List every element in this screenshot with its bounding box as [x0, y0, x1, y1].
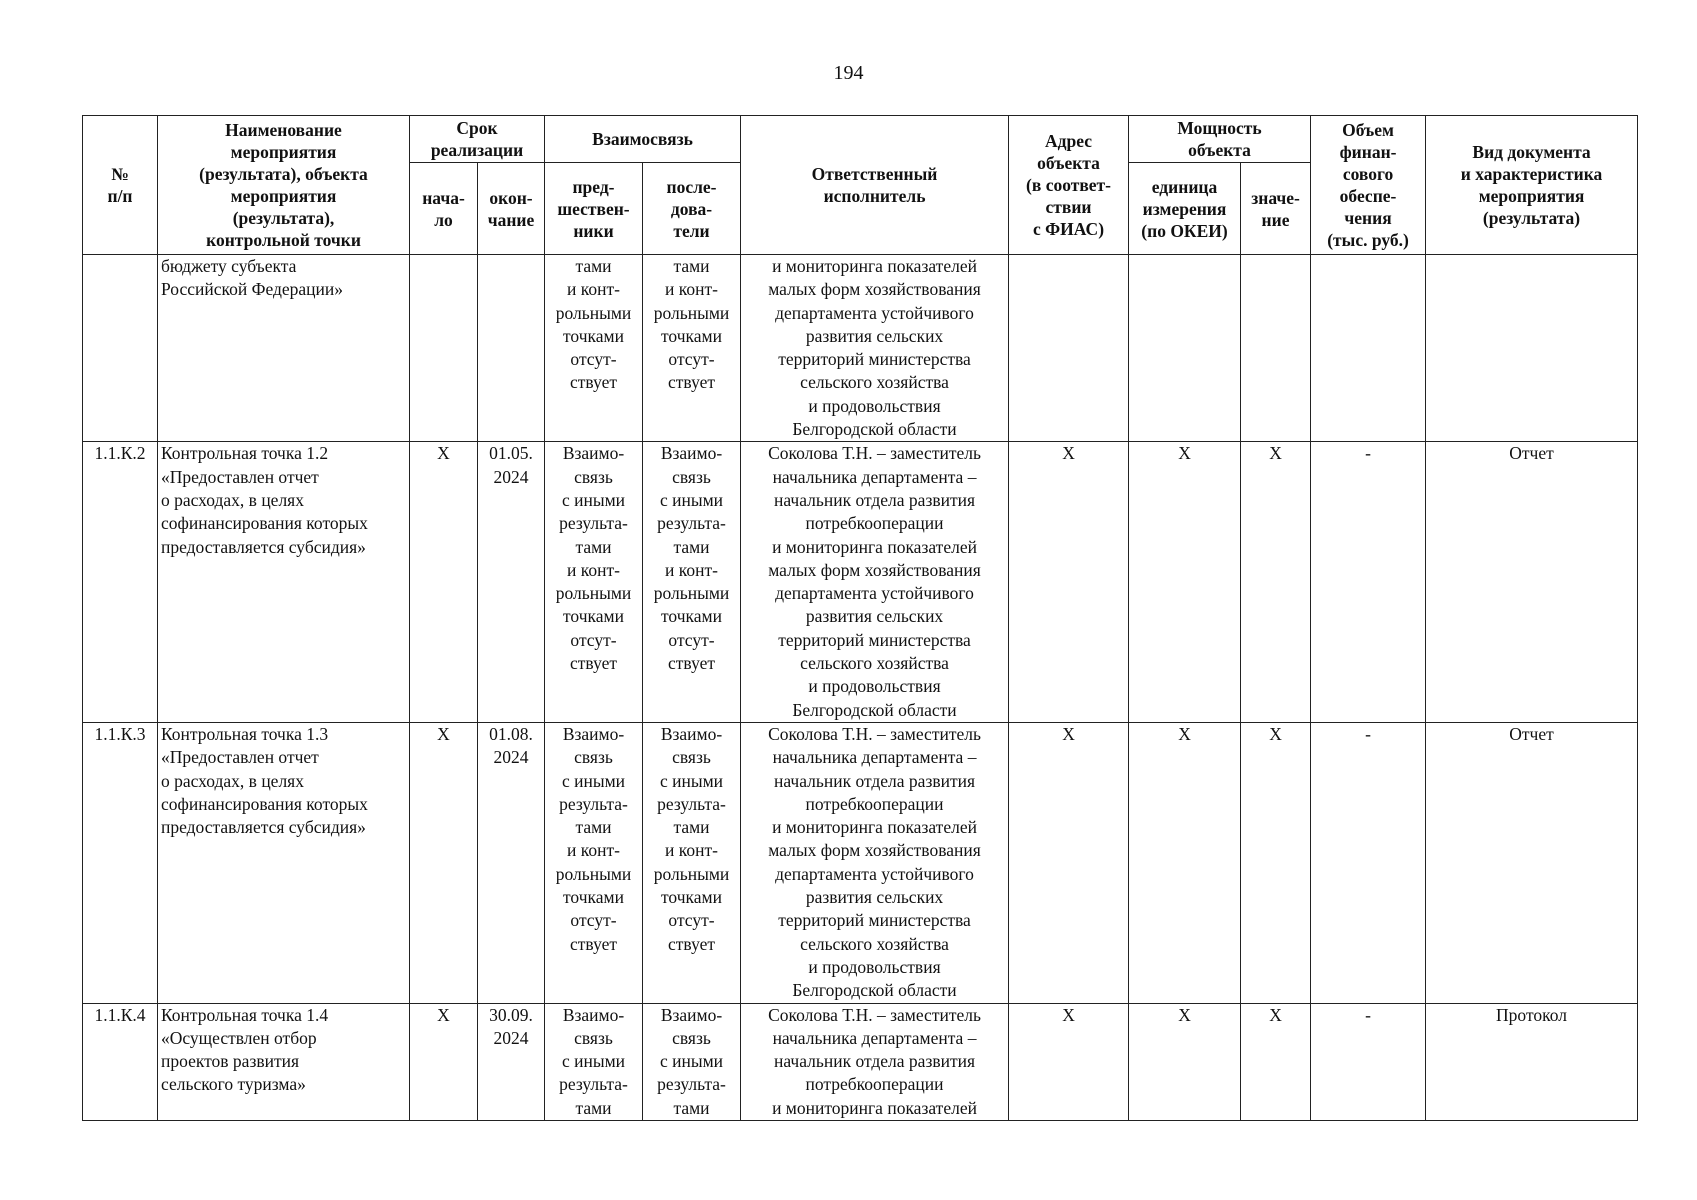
- cell-executor: Соколова Т.Н. – заместитель начальника департамента – начальник отдела развития потребкооперации и мониторинга показателей малых форм хозяйствования департамента устойчивого развития сельских территорий министерства сельского хозяйства и продовольствия Белгородской области: [741, 722, 1009, 1003]
- cell-unit: X: [1129, 722, 1241, 1003]
- cell-executor: Соколова Т.Н. – заместитель начальника департамента – начальник отдела развития потребкооперации и мониторинга показателей: [741, 1003, 1009, 1120]
- cell-funding: -: [1311, 722, 1426, 1003]
- cell-unit: [1129, 255, 1241, 442]
- cell-name: бюджету субъекта Российской Федерации»: [158, 255, 410, 442]
- cell-num: 1.1.К.2: [83, 442, 158, 723]
- cell-name: Контрольная точка 1.3 «Предоставлен отчет о расходах, в целях софинансирования которых предоставляется субсидия»: [158, 722, 410, 1003]
- header-num: № п/п: [83, 116, 158, 255]
- cell-value: X: [1241, 722, 1311, 1003]
- cell-executor: и мониторинга показателей малых форм хозяйствования департамента устойчивого развития сельских территорий министерства сельского хозяйства и продовольствия Белгородской области: [741, 255, 1009, 442]
- header-term: Срок реализации: [410, 116, 545, 163]
- cell-value: X: [1241, 1003, 1311, 1120]
- cell-funding: [1311, 255, 1426, 442]
- cell-end: 30.09. 2024: [478, 1003, 545, 1120]
- cell-pred: Взаимо- связь с иными результа- тами и конт- рольными точками отсут- ствует: [545, 722, 643, 1003]
- header-capacity-unit: единица измерения (по ОКЕИ): [1129, 163, 1241, 255]
- cell-funding: -: [1311, 1003, 1426, 1120]
- cell-end: 01.05. 2024: [478, 442, 545, 723]
- header-doc-type: Вид документа и характеристика мероприятия (результата): [1426, 116, 1638, 255]
- cell-next: Взаимо- связь с иными результа- тами: [643, 1003, 741, 1120]
- cell-num: 1.1.К.3: [83, 722, 158, 1003]
- cell-name: Контрольная точка 1.2 «Предоставлен отчет о расходах, в целях софинансирования которых предоставляется субсидия»: [158, 442, 410, 723]
- cell-start: X: [410, 1003, 478, 1120]
- cell-doc: [1426, 255, 1638, 442]
- header-capacity-value: значе- ние: [1241, 163, 1311, 255]
- header-link-pred: пред- шествен- ники: [545, 163, 643, 255]
- table-row: [83, 442, 1638, 723]
- cell-start: [410, 255, 478, 442]
- header-term-start: нача- ло: [410, 163, 478, 255]
- header-capacity: Мощность объекта: [1129, 116, 1311, 163]
- cell-start: X: [410, 722, 478, 1003]
- header-name: Наименование мероприятия (результата), объекта мероприятия (результата), контрольной точки: [158, 116, 410, 255]
- header-funding: Объем финан- сового обеспе- чения (тыс. руб.): [1311, 116, 1426, 255]
- cell-address: X: [1009, 442, 1129, 723]
- cell-next: Взаимо- связь с иными результа- тами и конт- рольными точками отсут- ствует: [643, 722, 741, 1003]
- cell-address: X: [1009, 1003, 1129, 1120]
- cell-funding: -: [1311, 442, 1426, 723]
- cell-end: [478, 255, 545, 442]
- cell-pred: Взаимо- связь с иными результа- тами и конт- рольными точками отсут- ствует: [545, 442, 643, 723]
- table-row: [83, 1003, 1638, 1120]
- cell-unit: X: [1129, 442, 1241, 723]
- plan-table: [82, 115, 1638, 1121]
- cell-next: Взаимо- связь с иными результа- тами и конт- рольными точками отсут- ствует: [643, 442, 741, 723]
- cell-next: тами и конт- рольными точками отсут- ствует: [643, 255, 741, 442]
- header-row-1: [83, 116, 1638, 163]
- cell-unit: X: [1129, 1003, 1241, 1120]
- page-number: 194: [833, 62, 864, 84]
- cell-start: X: [410, 442, 478, 723]
- cell-end: 01.08. 2024: [478, 722, 545, 1003]
- header-link: Взаимосвязь: [545, 116, 741, 163]
- cell-executor: Соколова Т.Н. – заместитель начальника департамента – начальник отдела развития потребкооперации и мониторинга показателей малых форм хозяйствования департамента устойчивого развития сельских территорий министерства сельского хозяйства и продовольствия Белгородской области: [741, 442, 1009, 723]
- header-link-next: после- дова- тели: [643, 163, 741, 255]
- cell-value: X: [1241, 442, 1311, 723]
- header-term-end: окон- чание: [478, 163, 545, 255]
- table-row: [83, 255, 1638, 442]
- cell-value: [1241, 255, 1311, 442]
- cell-address: [1009, 255, 1129, 442]
- cell-pred: Взаимо- связь с иными результа- тами: [545, 1003, 643, 1120]
- cell-address: X: [1009, 722, 1129, 1003]
- cell-doc: Отчет: [1426, 442, 1638, 723]
- cell-num: [83, 255, 158, 442]
- cell-doc: Отчет: [1426, 722, 1638, 1003]
- cell-doc: Протокол: [1426, 1003, 1638, 1120]
- table-row: [83, 722, 1638, 1003]
- cell-num: 1.1.К.4: [83, 1003, 158, 1120]
- header-address: Адрес объекта (в соответ- ствии с ФИАС): [1009, 116, 1129, 255]
- header-executor: Ответственный исполнитель: [741, 116, 1009, 255]
- cell-pred: тами и конт- рольными точками отсут- ствует: [545, 255, 643, 442]
- cell-name: Контрольная точка 1.4 «Осуществлен отбор проектов развития сельского туризма»: [158, 1003, 410, 1120]
